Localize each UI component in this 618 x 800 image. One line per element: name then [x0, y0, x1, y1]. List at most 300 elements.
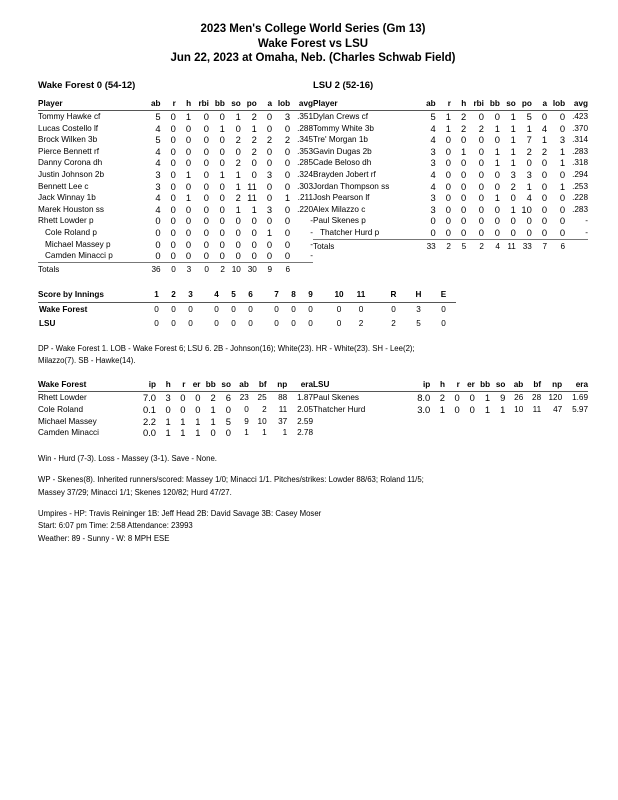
player-name: Jack Winnay 1b — [38, 193, 96, 203]
total-errors: 0 — [441, 305, 446, 315]
inning-8-runs: 0 — [291, 319, 296, 328]
th-gap — [259, 289, 268, 302]
stat-r: 0 — [445, 180, 451, 192]
player-name: Michael Massey p — [45, 239, 111, 249]
stat-h: 0 — [185, 215, 192, 227]
player-name: Gavin Dugas 2b — [313, 146, 372, 156]
start-time-attendance-line: Start: 6:07 pm Time: 2:58 Attendance: 23993 — [38, 521, 193, 531]
stat-lob: 1 — [559, 180, 566, 192]
totals-so: 11 — [500, 239, 516, 252]
page-title — [38, 22, 588, 66]
th-r: r — [436, 98, 451, 111]
stat-rbi: 0 — [478, 157, 484, 169]
stat-h: 1 — [185, 111, 192, 123]
stat-bb: 0 — [494, 203, 500, 215]
innings-team-name: LSU — [39, 319, 56, 328]
th-bb: bb — [200, 379, 215, 392]
stat-rbi: 0 — [203, 238, 209, 250]
stat-po: 0 — [516, 227, 532, 239]
stat-lob: 0 — [284, 203, 291, 215]
pitch-bb: 2 — [210, 392, 216, 404]
pitch-bf: 2 — [262, 404, 267, 414]
stat-bb: 1 — [219, 122, 225, 134]
stat-r: 0 — [170, 134, 176, 146]
pitch-era: 1.69 — [572, 393, 588, 403]
stat-bb: 0 — [219, 203, 225, 215]
pitch-so: 0 — [225, 427, 231, 439]
stat-avg: .324 — [297, 170, 313, 180]
innings-header-row — [38, 289, 456, 302]
stat-h: 0 — [460, 192, 467, 204]
stat-r: 0 — [445, 134, 451, 146]
stat-ab: 3 — [155, 169, 161, 181]
player-name: Tommy Hawke cf — [38, 112, 101, 122]
stat-h: 2 — [460, 111, 467, 123]
player-name: Danny Corona dh — [38, 158, 103, 168]
totals-po: 33 — [516, 239, 532, 252]
stat-avg: .283 — [572, 146, 588, 156]
stat-avg: .318 — [572, 158, 588, 168]
stat-po: 11 — [247, 180, 257, 192]
stat-po: 0 — [241, 250, 257, 262]
stat-rbi: 0 — [478, 169, 484, 181]
stat-rbi: 0 — [191, 250, 209, 262]
stat-ab: 4 — [155, 157, 161, 169]
stat-avg: .253 — [572, 181, 588, 191]
pitching-notes-group — [38, 474, 448, 499]
stat-so: 0 — [500, 227, 516, 239]
pitch-ip: 8.0 — [417, 392, 431, 404]
stat-bb: 0 — [209, 250, 225, 262]
table-row — [38, 392, 313, 404]
stat-ab: 5 — [430, 111, 436, 123]
stat-r: 0 — [170, 157, 176, 169]
pitch-era: 1.87 — [297, 393, 313, 403]
home-pitching-table — [313, 379, 588, 416]
stat-h: 1 — [185, 169, 192, 181]
stat-rbi: 0 — [478, 180, 484, 192]
stat-ab: 0 — [155, 227, 161, 239]
innings-gap — [199, 303, 208, 317]
stat-avg: .370 — [572, 123, 588, 133]
th-ab: ab — [145, 98, 161, 111]
pitch-bf: 11 — [532, 404, 542, 414]
inning-1-runs: 0 — [154, 305, 159, 315]
player-name: Bennett Lee c — [38, 181, 89, 191]
stat-h: 0 — [460, 203, 467, 215]
pitch-ab: 26 — [514, 393, 524, 403]
decisions-line: Win - Hurd (7-3). Loss - Massey (3-1). Save - None. — [38, 453, 217, 463]
stat-lob: 0 — [284, 169, 291, 181]
totals-avg — [565, 239, 588, 252]
stat-so: 0 — [235, 145, 241, 157]
inning-4-runs: 0 — [214, 305, 219, 315]
pitch-ab: 9 — [244, 416, 249, 426]
th-rbi: rbi — [466, 98, 484, 111]
pitch-er: 1 — [195, 427, 201, 439]
stat-bb: 0 — [219, 134, 225, 146]
th-r: r — [161, 98, 176, 111]
th-r: r — [445, 379, 460, 392]
pitch-np: 11 — [278, 404, 288, 414]
stat-avg: .353 — [297, 146, 313, 156]
team-score-line — [38, 80, 588, 91]
stat-po: 1 — [251, 203, 257, 215]
innings-gap — [199, 317, 208, 331]
th-bf: bf — [523, 379, 541, 392]
stat-r: 1 — [445, 122, 451, 134]
player-name: Cade Beloso dh — [313, 158, 372, 168]
score-by-innings-section — [38, 289, 588, 330]
stat-ab: 4 — [430, 134, 436, 146]
stat-r: 0 — [170, 215, 176, 227]
pitch-ip: 0.0 — [142, 427, 157, 439]
table-row — [38, 404, 313, 416]
stat-h: 0 — [451, 227, 466, 239]
table-row — [313, 204, 588, 216]
th-inning-7: 7 — [268, 289, 285, 302]
pitch-so: 0 — [225, 403, 231, 415]
stat-lob: 0 — [559, 215, 566, 227]
stat-ab: 5 — [155, 111, 161, 123]
table-row — [313, 192, 588, 204]
pitch-era: 2.05 — [297, 404, 313, 414]
batting-header-row — [38, 98, 313, 111]
stat-so: 1 — [235, 180, 241, 192]
stat-po: 2 — [251, 134, 257, 146]
stat-so: 1 — [510, 111, 516, 123]
stat-avg: - — [585, 216, 588, 226]
stat-a: 0 — [266, 122, 273, 134]
th-avg: avg — [290, 98, 313, 111]
score-by-innings-table — [38, 289, 456, 330]
stat-bb: 0 — [484, 227, 500, 239]
stat-lob: 0 — [559, 122, 566, 134]
th-so: so — [490, 379, 505, 392]
th-player: Player — [38, 98, 145, 111]
inning-2-runs: 0 — [171, 319, 176, 328]
pitch-bf: 1 — [262, 428, 267, 438]
player-name: Tre' Morgan 1b — [313, 135, 368, 145]
th-r: r — [171, 379, 186, 392]
stat-lob: 0 — [559, 192, 566, 204]
stat-so: 0 — [235, 215, 241, 227]
inning-6-runs: 0 — [248, 305, 253, 315]
innings-gap — [319, 317, 328, 331]
table-row — [313, 404, 588, 416]
stat-lob: 0 — [559, 203, 566, 215]
th-h: h — [451, 98, 466, 111]
pitch-np: 88 — [278, 393, 288, 403]
stat-r: 0 — [445, 157, 451, 169]
stat-bb: 0 — [219, 238, 225, 250]
pitch-so: 1 — [500, 403, 506, 415]
stat-ab: 0 — [155, 215, 161, 227]
pitch-ip: 0.1 — [142, 403, 157, 415]
total-hits: 3 — [416, 305, 421, 315]
game-notes-line-1: DP - Wake Forest 1. LOB - Wake Forest 6; LSU 6. 2B - Johnson(16); White(23). HR - White(23). SH - Lee(2); — [38, 343, 415, 353]
pitch-np: 37 — [278, 416, 288, 426]
inning-7-runs: 0 — [274, 319, 279, 328]
table-row — [313, 392, 588, 404]
pitch-era: 2.78 — [297, 428, 313, 438]
stat-bb: 0 — [494, 215, 500, 227]
pitch-r: 0 — [454, 392, 460, 404]
totals-r: 2 — [436, 239, 451, 252]
inning-2-runs: 0 — [171, 305, 176, 315]
th-bf: bf — [249, 379, 267, 392]
stat-h: 0 — [460, 215, 467, 227]
stat-po: 2 — [526, 145, 532, 157]
th-so: so — [225, 98, 241, 111]
stat-a: 2 — [541, 145, 548, 157]
th-inning-8: 8 — [285, 289, 302, 302]
pitch-ip: 7.0 — [142, 392, 157, 404]
stat-so: 1 — [235, 111, 241, 123]
stat-r: 0 — [445, 203, 451, 215]
pitcher-name: Rhett Lowder — [38, 393, 87, 403]
stat-so: 0 — [235, 238, 241, 250]
totals-bb: 2 — [209, 262, 225, 275]
table-row — [38, 111, 313, 123]
innings-row — [38, 317, 456, 331]
batting-section — [38, 98, 588, 276]
stat-so: 2 — [510, 180, 516, 192]
stat-r: 0 — [436, 227, 451, 239]
stat-a: 2 — [266, 134, 273, 146]
stat-rbi: 0 — [478, 192, 484, 204]
pitch-np: 120 — [548, 393, 563, 403]
stat-rbi: 0 — [203, 180, 209, 192]
stat-r: 0 — [161, 250, 176, 262]
player-name: Tommy White 3b — [313, 123, 374, 133]
stat-bb: 0 — [494, 134, 500, 146]
stat-avg: .220 — [297, 204, 313, 214]
table-row — [313, 157, 588, 169]
stat-lob: 0 — [284, 157, 291, 169]
table-row — [313, 215, 588, 227]
pitch-bb: 0 — [210, 427, 216, 439]
th-inning-2: 2 — [165, 289, 182, 302]
pitch-so: 9 — [500, 392, 506, 404]
stat-bb: 1 — [219, 169, 225, 181]
stat-ab: 3 — [430, 192, 436, 204]
stat-lob: 0 — [559, 169, 566, 181]
innings-body — [38, 303, 456, 331]
stat-bb: 1 — [494, 145, 500, 157]
stat-lob: 1 — [284, 192, 291, 204]
stat-a: 0 — [257, 250, 272, 262]
pitch-er: 0 — [469, 392, 475, 404]
totals-row — [313, 239, 588, 252]
stat-so: 1 — [235, 169, 241, 181]
stat-bb: 0 — [219, 180, 225, 192]
inning-6-runs: 0 — [248, 319, 253, 328]
pitch-h: 2 — [439, 392, 446, 404]
stat-lob: 1 — [559, 145, 566, 157]
stat-lob: 3 — [559, 134, 566, 146]
stat-rbi: 0 — [203, 122, 209, 134]
stat-bb: 0 — [494, 169, 500, 181]
th-lob: lob — [547, 98, 565, 111]
stat-ab: 4 — [430, 180, 436, 192]
inning-5-runs: 0 — [231, 305, 236, 315]
table-row — [38, 157, 313, 169]
stat-a: 0 — [541, 157, 548, 169]
stat-avg: .288 — [297, 123, 313, 133]
stat-avg: - — [290, 250, 313, 262]
totals-rbi: 0 — [191, 262, 209, 275]
stat-rbi: 0 — [466, 227, 484, 239]
th-h: h — [430, 379, 445, 392]
stat-a: 0 — [266, 157, 273, 169]
stat-rbi: 0 — [203, 111, 209, 123]
stat-h: 1 — [185, 192, 192, 204]
th-bb: bb — [475, 379, 490, 392]
stat-so: 0 — [510, 215, 516, 227]
pitch-er: 0 — [469, 403, 475, 415]
stat-bb: 0 — [494, 180, 500, 192]
stat-po: 1 — [251, 122, 257, 134]
stat-po: 0 — [251, 157, 257, 169]
stat-rbi: 0 — [203, 157, 209, 169]
th-h: h — [156, 379, 171, 392]
pitch-h: 0 — [165, 403, 171, 415]
pitching-section — [38, 379, 588, 439]
stat-rbi: 0 — [203, 145, 209, 157]
away-pitching-table — [38, 379, 313, 439]
th-errors: E — [431, 289, 456, 302]
th-po: po — [241, 98, 257, 111]
th-avg: avg — [565, 98, 588, 111]
stat-so: 0 — [235, 122, 241, 134]
stat-bb: 0 — [219, 215, 225, 227]
stat-h: 0 — [185, 238, 192, 250]
pitch-er: 1 — [195, 415, 201, 427]
pitch-r: 0 — [454, 403, 460, 415]
pitch-bb: 1 — [210, 415, 216, 427]
stat-po: 0 — [251, 238, 257, 250]
inning-3-runs: 0 — [188, 305, 193, 315]
total-errors: 0 — [441, 319, 446, 328]
stat-ab: 4 — [155, 145, 161, 157]
stat-bb: 1 — [494, 122, 500, 134]
stat-lob: 3 — [284, 111, 291, 123]
totals-label: Totals — [313, 239, 420, 252]
pitch-bb: 1 — [484, 392, 491, 404]
stat-avg: .303 — [297, 181, 313, 191]
th-pitching-team: LSU — [313, 379, 409, 392]
stat-po: 5 — [526, 111, 532, 123]
umpires-line: Umpires - HP: Travis Reininger 1B: Jeff Head 2B: David Savage 3B: Casey Moser — [38, 508, 322, 518]
pitch-r: 1 — [180, 427, 186, 439]
th-inning-3: 3 — [182, 289, 199, 302]
stat-h: 0 — [460, 169, 467, 181]
th-so: so — [500, 98, 516, 111]
decisions-group — [38, 453, 448, 465]
total-hits: 5 — [416, 319, 421, 328]
table-row — [38, 204, 313, 216]
stat-ab: 3 — [430, 157, 436, 169]
stat-ab: 3 — [430, 203, 436, 215]
stat-ab: 4 — [155, 122, 161, 134]
stat-h: 1 — [460, 145, 467, 157]
stat-r: 0 — [170, 227, 176, 239]
stat-po: 0 — [251, 215, 257, 227]
stat-h: 0 — [460, 134, 467, 146]
total-runs: 0 — [391, 305, 396, 315]
table-row — [313, 227, 588, 239]
player-name: Justin Johnson 2b — [38, 170, 104, 180]
player-name: Cole Roland p — [45, 228, 97, 238]
stat-lob: 0 — [284, 215, 291, 227]
stat-a: 0 — [266, 192, 273, 204]
stat-a: 0 — [266, 238, 273, 250]
th-ab: ab — [505, 379, 523, 392]
th-er: er — [185, 379, 200, 392]
pitch-np: 47 — [553, 404, 563, 414]
totals-h: 3 — [176, 262, 191, 275]
totals-so: 10 — [225, 262, 241, 275]
totals-lob: 6 — [272, 262, 290, 275]
stat-avg: - — [565, 227, 588, 239]
table-row — [38, 192, 313, 204]
stat-avg: - — [310, 216, 313, 226]
stat-a: 0 — [541, 169, 548, 181]
stat-r: 0 — [170, 122, 176, 134]
stat-bb: 1 — [494, 192, 500, 204]
stat-a: 0 — [541, 192, 548, 204]
stat-h: 0 — [460, 180, 467, 192]
stat-po: 1 — [526, 122, 532, 134]
totals-po: 30 — [241, 262, 257, 275]
table-row — [38, 146, 313, 158]
th-gap — [372, 289, 381, 302]
player-name: Alex Milazzo c — [313, 204, 366, 214]
stat-rbi: 0 — [478, 134, 484, 146]
pitching-notes-line-2: Massey 37/29; Minacci 1/1; Skenes 120/82; Hurd 47/27. — [38, 487, 232, 497]
innings-gap — [319, 303, 328, 317]
pitch-bb: 1 — [210, 403, 216, 415]
stat-h: 0 — [185, 145, 192, 157]
th-ab: ab — [231, 379, 249, 392]
th-ip: ip — [135, 379, 156, 392]
stat-ab: 4 — [155, 203, 161, 215]
home-pitching-body — [313, 392, 588, 416]
th-inning-11: 11 — [350, 289, 372, 302]
pitch-era: 5.97 — [572, 404, 588, 414]
stat-bb: 0 — [219, 157, 225, 169]
player-name: Thatcher Hurd p — [313, 227, 420, 239]
th-inning-6: 6 — [242, 289, 259, 302]
stat-r: 0 — [170, 203, 176, 215]
stat-a: 4 — [541, 122, 548, 134]
stat-so: 2 — [235, 134, 241, 146]
pitch-h: 1 — [439, 403, 446, 415]
pitch-ip: 3.0 — [417, 403, 431, 415]
pitch-r: 0 — [180, 392, 186, 404]
pitcher-name: Cole Roland — [38, 404, 84, 414]
stat-ab: 0 — [145, 250, 161, 262]
stat-rbi: 0 — [478, 145, 484, 157]
stat-rbi: 0 — [478, 111, 484, 123]
stat-ab: 5 — [155, 134, 161, 146]
stat-h: 0 — [176, 250, 191, 262]
away-batting-table — [38, 98, 313, 276]
stat-lob: 0 — [272, 250, 290, 262]
th-inning-9: 9 — [302, 289, 319, 302]
stat-so: 0 — [510, 192, 516, 204]
